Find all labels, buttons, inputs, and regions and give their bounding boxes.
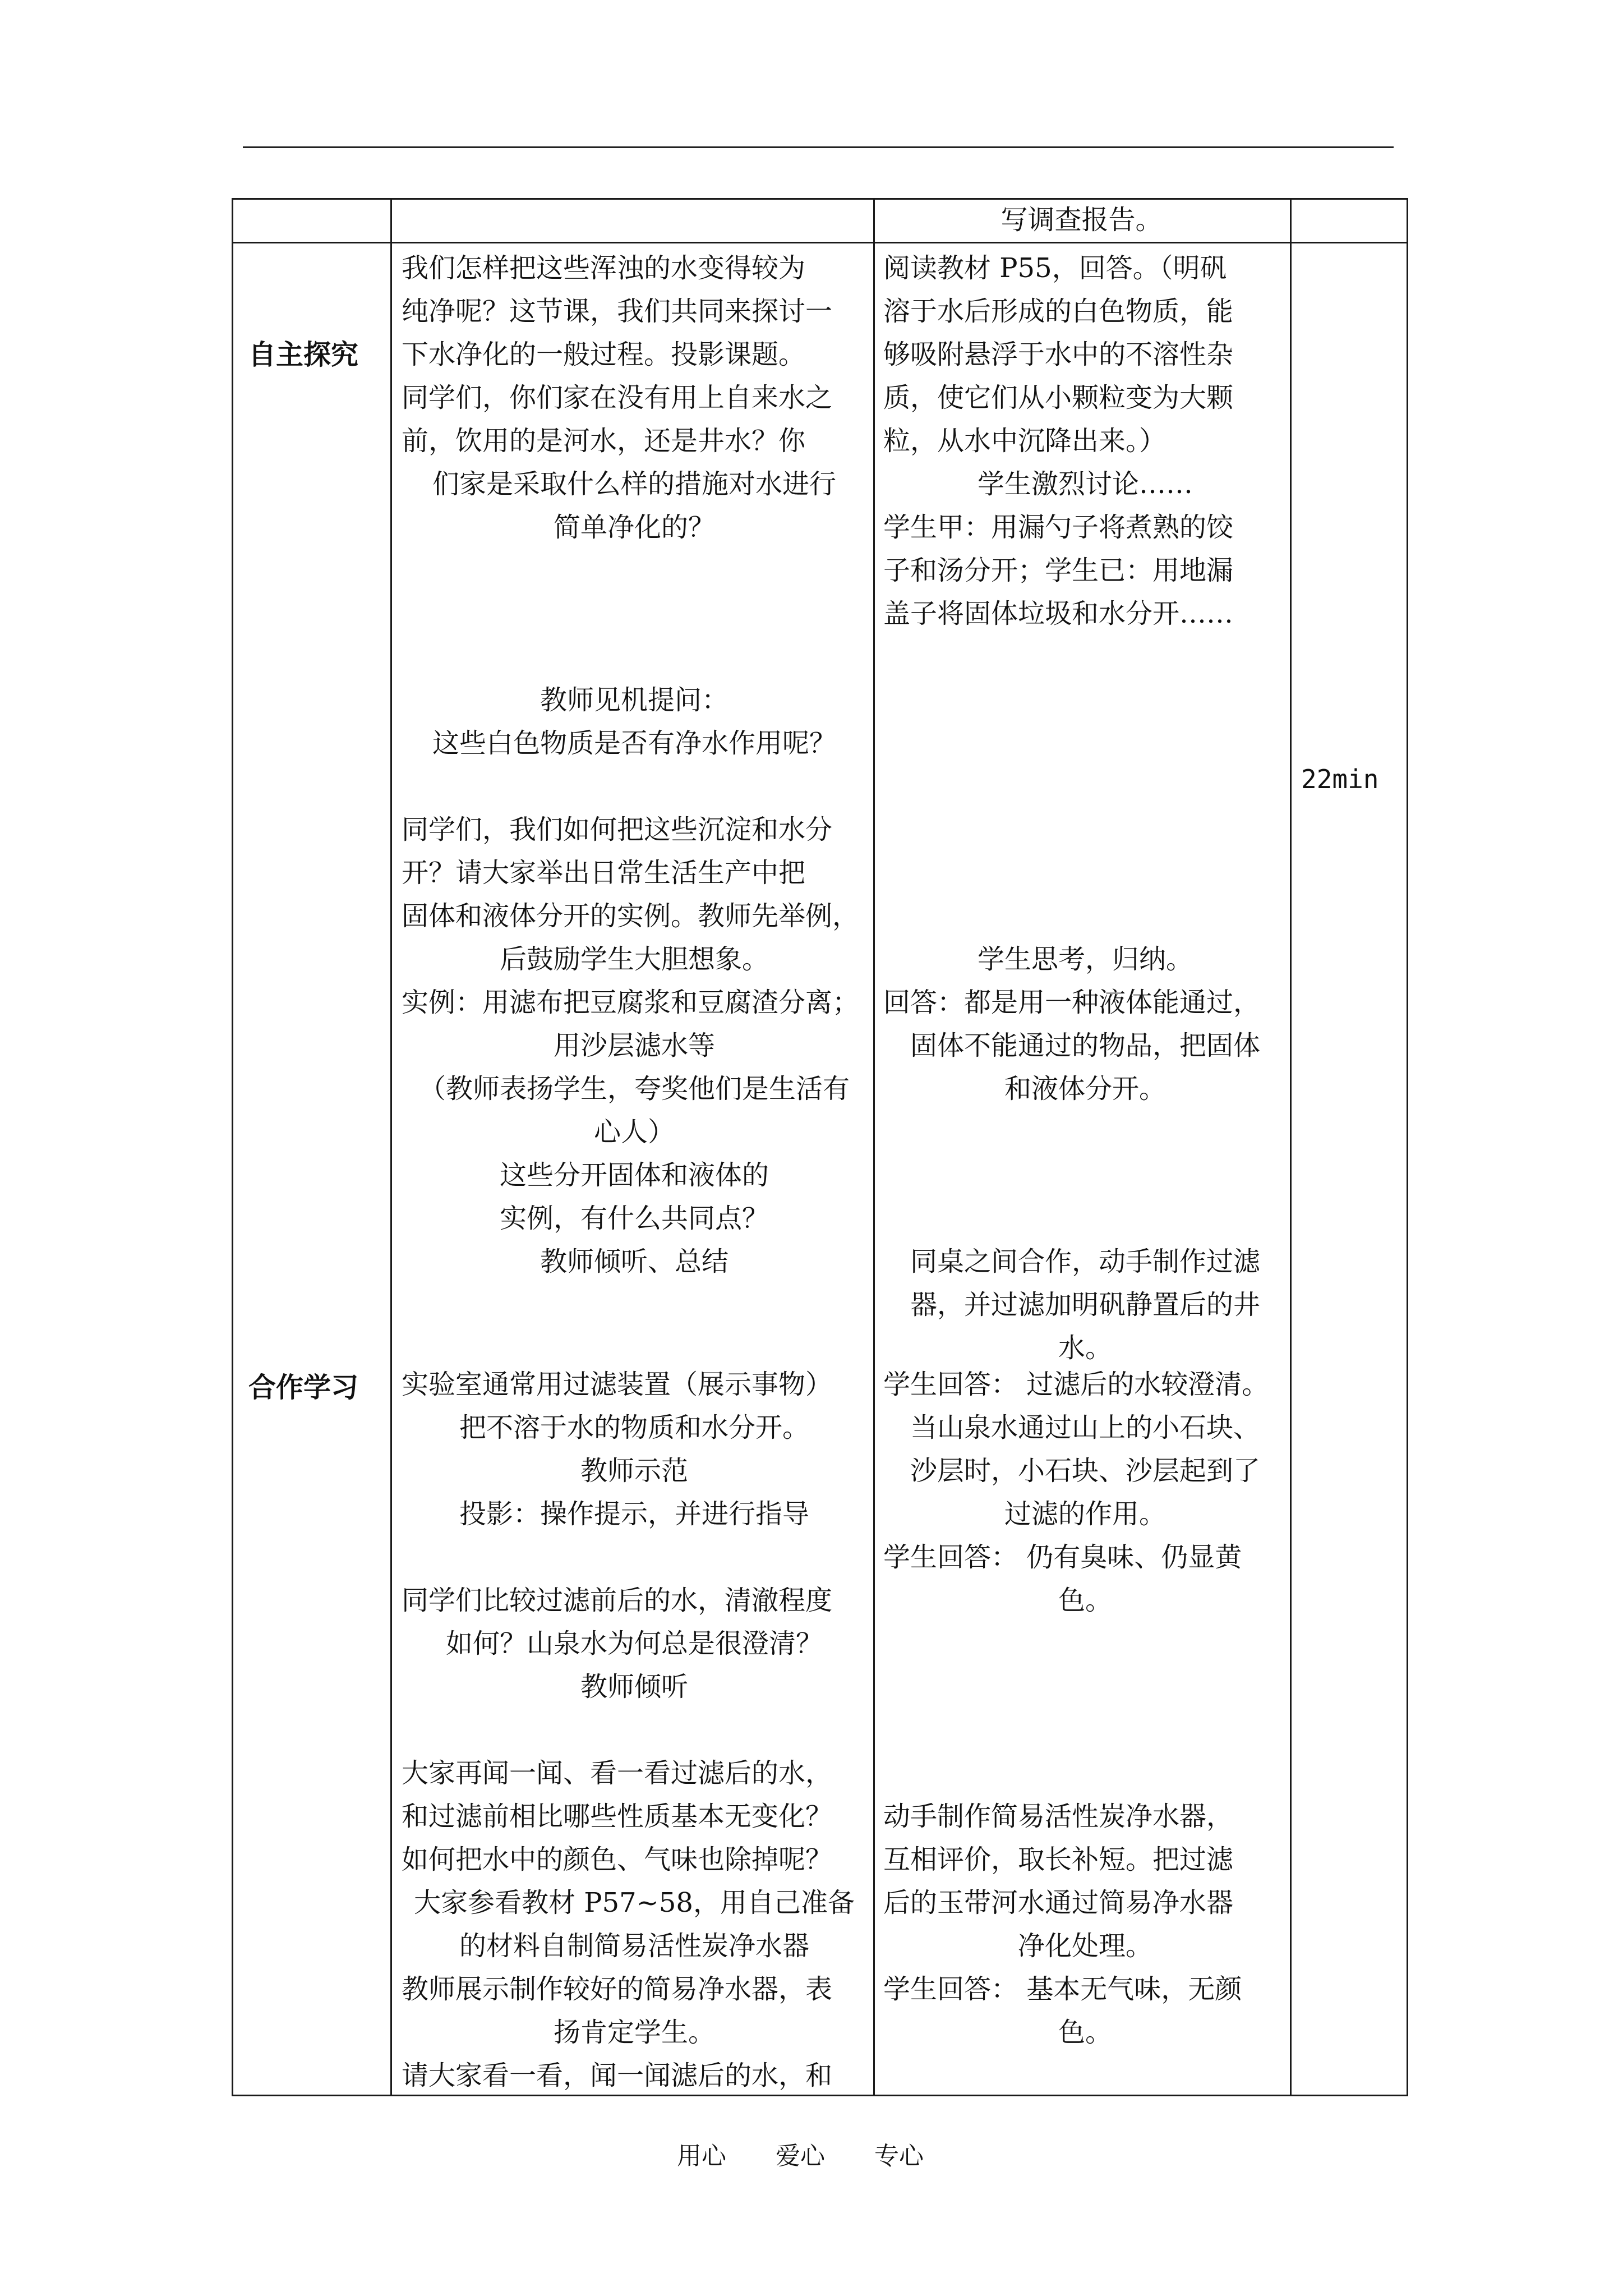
teacher-line: 把不溶于水的物质和水分开。 [459,1412,809,1443]
student-line [883,852,1287,895]
student-line: 和液体分开。 [1004,1073,1166,1105]
teacher-line: 实例，有什么共同点？ [499,1203,769,1234]
time-cell: 22min [1301,764,1379,794]
student-line: 动手制作简易活性炭净水器， [883,1801,1234,1832]
teacher-line [402,765,867,808]
student-line [883,1752,1287,1795]
header-rule [243,146,1394,148]
teacher-line: 实验室通常用过滤装置（展示事物） [402,1369,833,1400]
student-line: 同桌之间合作，动手制作过滤 [910,1246,1260,1277]
teacher-line: 教师见机提问： [540,684,728,716]
teacher-line: 纯净呢？这节课，我们共同来探讨一 [402,296,833,327]
student-line [883,1622,1287,1665]
student-line [883,808,1287,852]
row-divider-1 [232,242,1408,243]
teacher-column-row2 [402,1363,867,2097]
student-line: 回答：都是用一种液体能通过， [883,987,1261,1018]
student-line: 溶于水后形成的白色物质，能 [883,296,1234,327]
teacher-line: 后鼓励学生大胆想象。 [499,944,769,975]
column-divider-3 [1290,198,1292,2096]
teacher-line: 教师倾听 [580,1671,688,1703]
teacher-line: 我们怎样把这些浑浊的水变得较为 [402,252,806,284]
teacher-line: 扬肯定学生。 [553,2017,715,2048]
student-line: 学生激烈讨论…… [977,468,1193,500]
teacher-line: 大家参看教材 P57~58，用自己准备 [414,1887,855,1918]
column-divider-2 [873,198,875,2096]
column-divider-1 [390,198,392,2096]
student-line: 够吸附悬浮于水中的不溶性杂 [883,339,1234,370]
row-label-cooperative-learning: 合作学习 [248,1372,359,1404]
table-border-left [232,198,233,2096]
student-line: 色。 [1058,2017,1112,2048]
student-line: 粒，从水中沉降出来。） [883,425,1166,457]
teacher-column-row1 [402,247,867,1283]
teacher-line: 教师倾听、总结 [540,1246,728,1277]
student-line [883,1197,1287,1240]
teacher-line: 用沙层滤水等 [553,1030,715,1061]
student-line: 学生思考，归纳。 [977,944,1193,975]
teacher-line: 请大家看一看，闻一闻滤后的水，和 [402,2060,833,2091]
teacher-line [402,549,867,592]
table-border-right [1407,198,1408,2096]
teacher-line: 下水净化的一般过程。投影课题。 [402,339,806,370]
student-line: 过滤的作用。 [1004,1498,1166,1530]
teacher-line: 同学们，我们如何把这些沉淀和水分 [402,814,833,845]
student-column-row1 [883,247,1287,1370]
student-line: 当山泉水通过山上的小石块、 [910,1412,1260,1443]
row0-student-text: 写调查报告。 [1000,204,1163,236]
student-line: 沙层时，小石块、沙层起到了 [910,1455,1260,1487]
student-line: 水。 [1058,1332,1112,1364]
teacher-line: 的材料自制简易活性炭净水器 [459,1930,809,1962]
teacher-line: 这些白色物质是否有净水作用呢？ [432,728,836,759]
teacher-line: 同学们比较过滤前后的水，清澈程度 [402,1585,833,1616]
student-line [883,1709,1287,1752]
student-line: 互相评价，取长补短。把过滤 [883,1844,1234,1875]
teacher-line: 教师示范 [580,1455,688,1487]
student-line [883,1111,1287,1154]
teacher-line [402,592,867,636]
student-line: 学生回答： 仍有臭味、仍显黄 [883,1542,1242,1573]
student-line [883,679,1287,722]
teacher-line: 和过滤前相比哪些性质基本无变化？ [402,1801,833,1832]
teacher-line: 同学们，你们家在没有用上自来水之 [402,382,833,413]
teacher-line: 们家是采取什么样的措施对水进行 [432,468,836,500]
student-line: 盖子将固体垃圾和水分开…… [883,598,1234,629]
student-line: 学生甲：用漏勺子将煮熟的饺 [883,512,1234,543]
row-label-self-study: 自主探究 [248,339,359,371]
teacher-line: （教师表扬学生，夸奖他们是生活有 [418,1073,850,1105]
teacher-line: 心人） [593,1116,675,1148]
teacher-line: 实例：用滤布把豆腐浆和豆腐渣分离； [402,987,860,1018]
teacher-line: 开？请大家举出日常生活生产中把 [402,857,806,889]
teacher-line: 简单净化的？ [553,512,715,543]
student-line: 固体不能通过的物品，把固体 [910,1030,1260,1061]
teacher-line: 固体和液体分开的实例。教师先举例， [402,900,860,932]
student-line [883,722,1287,765]
student-line [883,1665,1287,1709]
teacher-line: 大家再闻一闻、看一看过滤后的水， [402,1757,833,1789]
student-line [883,1154,1287,1197]
teacher-line: 教师展示制作较好的简易净水器，表 [402,1973,833,2005]
student-line: 器，并过滤加明矾静置后的井 [910,1289,1260,1320]
teacher-line [402,1709,867,1752]
teacher-line: 如何把水中的颜色、气味也除掉呢？ [402,1844,833,1875]
student-line: 质，使它们从小颗粒变为大颗 [883,382,1234,413]
student-line: 子和汤分开；学生已：用地漏 [883,555,1234,586]
student-line: 色。 [1058,1585,1112,1616]
teacher-line: 这些分开固体和液体的 [499,1159,769,1191]
page-footer: 用心 爱心 专心 [677,2142,924,2170]
student-line: 阅读教材 P55，回答。（明矾 [883,252,1227,284]
student-line: 学生回答： 基本无气味，无颜 [883,1973,1242,2005]
teacher-line: 投影：操作提示，并进行指导 [459,1498,809,1530]
teacher-line [402,636,867,679]
student-line: 学生回答： 过滤后的水较澄清。 [883,1369,1269,1400]
student-line [883,636,1287,679]
student-column-row2 [883,1363,1287,2054]
teacher-line: 如何？山泉水为何总是很澄清？ [445,1628,823,1659]
teacher-line [402,1536,867,1579]
student-line: 后的玉带河水通过简易净水器 [883,1887,1234,1918]
student-line: 净化处理。 [1017,1930,1152,1962]
teacher-line: 前，饮用的是河水，还是井水？你 [402,425,806,457]
student-line [883,895,1287,938]
student-line [883,765,1287,808]
